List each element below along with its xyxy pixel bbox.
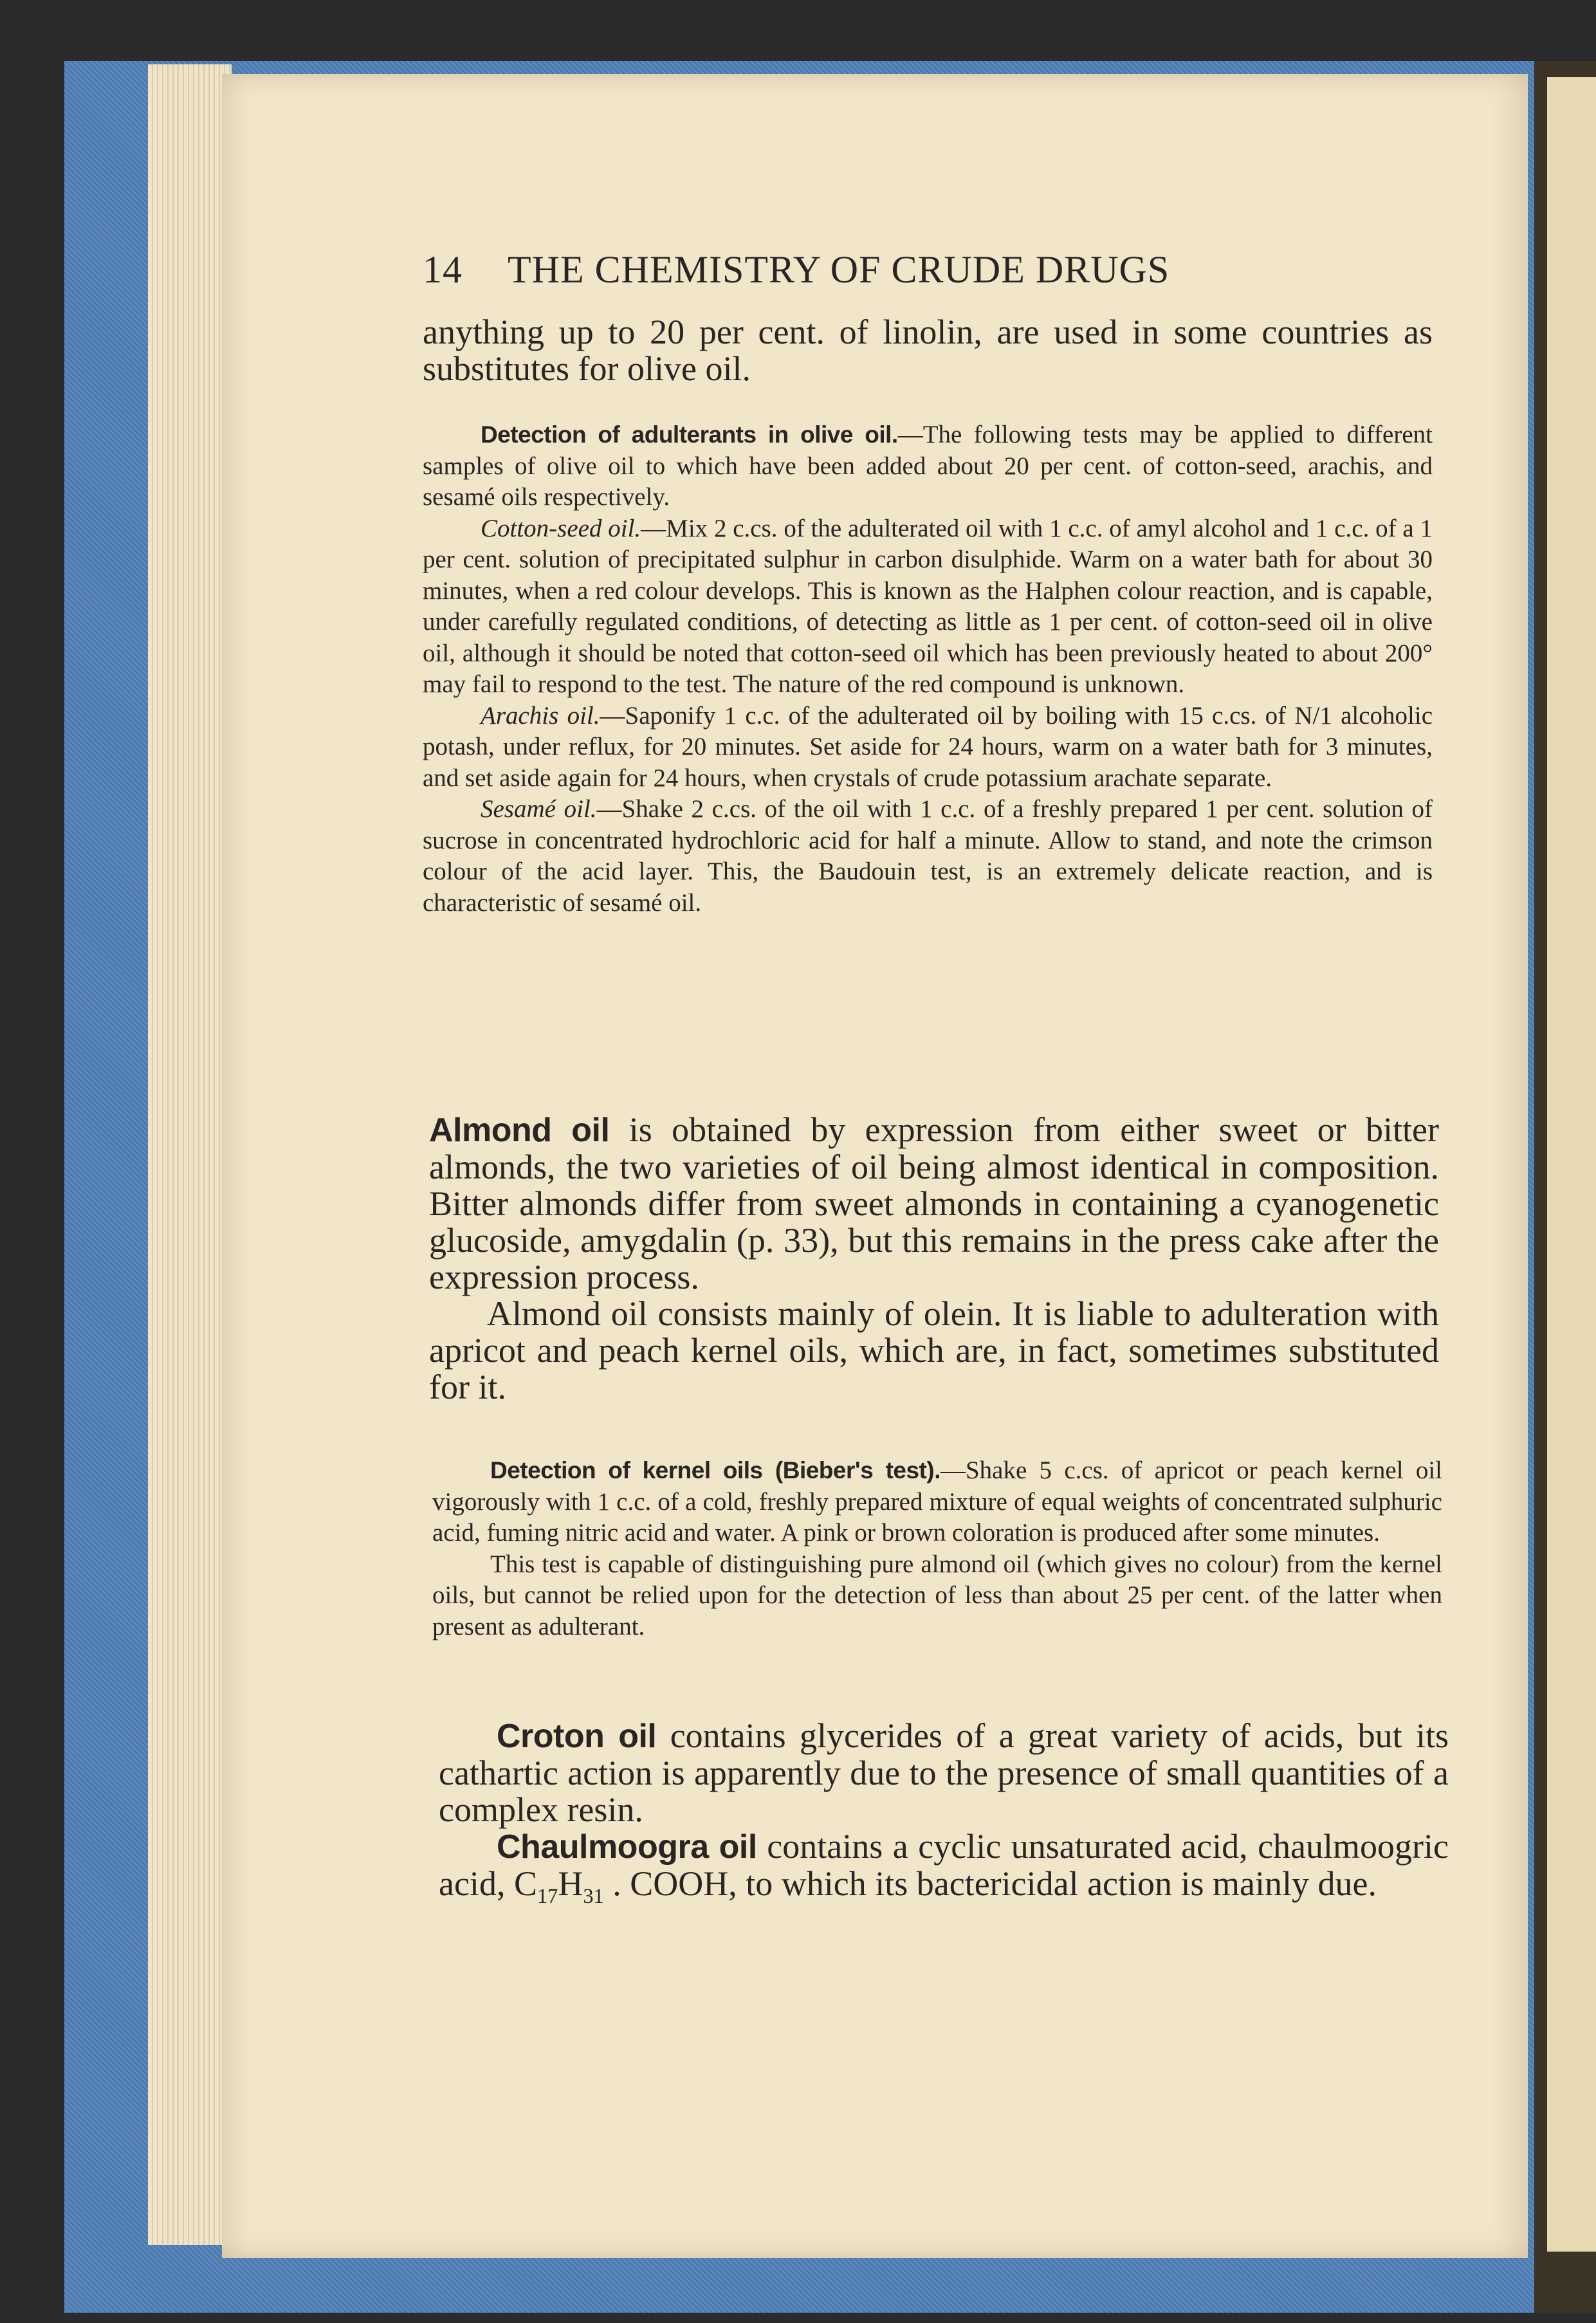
test-text: —Saponify 1 c.c. of the adulterated oil by boiling with 15 c.cs. of N/1 alcoholic potash, under reflux, for 20 minutes. Set aside for 24 hours, warm on a water bath for 3 minutes, and set aside again for 24 hours, when crystals of crude potassium arachate separate. [423,701,1433,792]
test-text: —Mix 2 c.cs. of the adulterated oil with 1 c.c. of amyl alcohol and 1 c.c. of a 1 per cent. solution of precipitated sulphur in carbon disulphide. Warm on a water bath for about 30 minutes, when a red colour develops. This is known as the Halphen colour reaction, and is capable, under carefully regulated conditions, of detecting as little as 1 per cent. of cotton-seed oil in olive oil, although it should be noted that cotton-seed oil which has been previously heated to about 200° may fail to respond to the test. The nature of the red compound is unknown. [423,514,1433,698]
section-text: This test is capable of distinguishing pure almond oil (which gives no colour) from the kernel oils, but cannot be relied upon for the detection of less than about 25 per cent. of the latter when present as adulterant. [432,1550,1442,1640]
section-text: —Shake 5 c.cs. of apricot or peach kernel oil vigorously with 1 c.c. of a cold, freshly prepared mixture of equal weights of concentrated sulphuric acid, fuming nitric acid and water. A pink or brown coloration is produced after some minutes. [432,1456,1443,1547]
paragraph-text: is obtained by expression from either sweet or bitter almonds, the two varieties of oil being almost identical in composition. Bitter almonds differ from sweet almonds in containing a cyanogenetic glucoside, amygdalin (p. 33), but this remains in the press cake after the expression process. [429,1110,1439,1296]
paragraph-text: Almond oil consists mainly of olein. It is liable to adulteration with apricot and peach kernel oils, which are, in fact, sometimes substituted for it. [429,1294,1439,1406]
intro-text: anything up to 20 per cent. of linolin, are used in some countries as substitutes for olive oil. [423,313,1433,388]
section-heading: Detection of adulterants in olive oil. [481,421,898,448]
croton-chaulmoogra-section [439,1718,1449,1915]
subscript: 31 [583,1884,604,1908]
test-text: —Shake 2 c.cs. of the oil with 1 c.c. of a freshly prepared 1 per cent. solution of sucrose in concentrated hydrochloric acid for half a minute. Allow to stand, and note the crimson colour of the acid layer. This, the Baudouin test, is an extremely delicate reaction, and is characteristic of sesamé oil. [423,795,1433,917]
page-number: 14 [423,248,463,291]
section-heading: Croton oil [497,1718,657,1755]
page-edges [148,64,232,2245]
paragraph-text: contains glycerides of a great variety of acids, but its cathartic action is apparently due to the presence of small quantities of a complex resin. [439,1716,1449,1829]
subscript: 17 [537,1884,558,1908]
section-text: —The following tests may be applied to different samples of olive oil to which have been added about 20 per cent. of cotton-seed, arachis, and sesamé oils respectively. [423,421,1433,511]
section-heading: Detection of kernel oils (Bieber's test). [490,1457,940,1483]
section-heading: Chaulmoogra oil [497,1828,757,1866]
paragraph-text: . COOH, to which its bactericidal action is mainly due. [603,1864,1377,1903]
running-header [423,248,1433,292]
test-label: Cotton-seed oil. [481,514,641,542]
section-heading: Almond oil [429,1112,610,1149]
kernel-oils-section [432,1455,1442,1642]
almond-oil-section [429,1112,1439,1406]
paragraph-text: contains a cyclic unsaturated acid, chaulmoogric acid, C [439,1827,1449,1903]
test-label: Sesamé oil. [481,795,597,823]
next-page-edge [1547,77,1596,2252]
olive-oil-tests-section [423,419,1433,919]
test-label: Arachis oil. [481,701,600,730]
intro-paragraph [423,314,1433,387]
running-title: THE CHEMISTRY OF CRUDE DRUGS [508,248,1170,291]
paragraph-text: H [558,1864,583,1903]
